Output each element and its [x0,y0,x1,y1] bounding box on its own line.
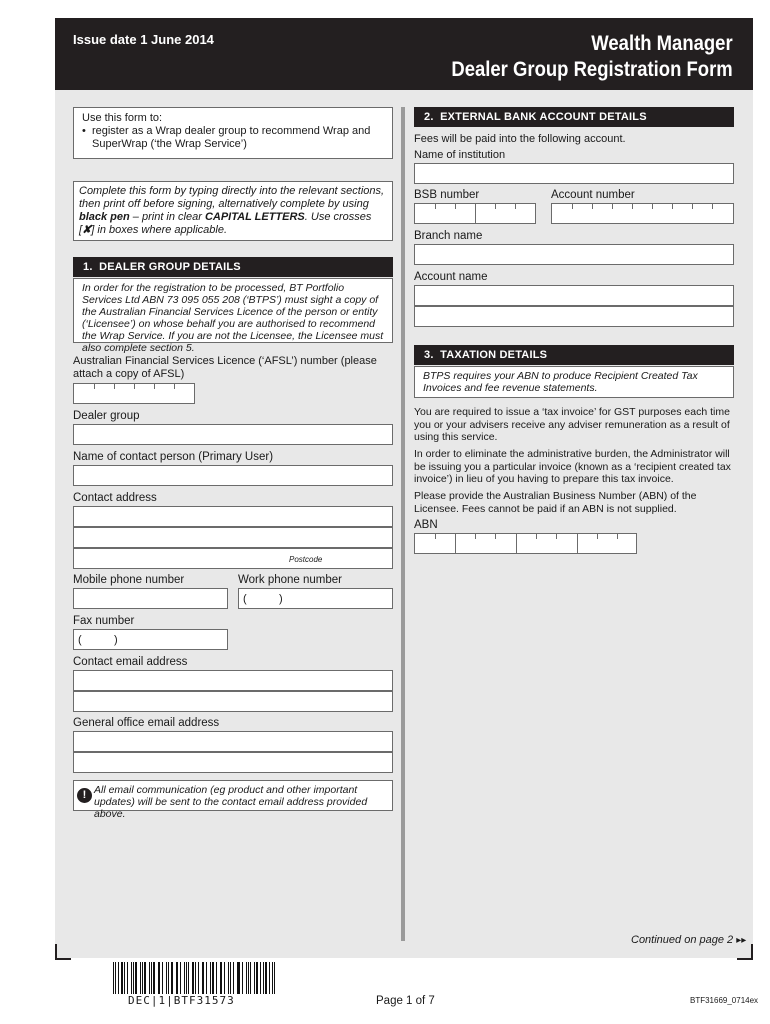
barcode-bar [274,962,275,994]
office-email-input-2[interactable] [73,752,393,773]
barcode-bar [162,962,163,994]
barcode-bar [265,962,267,994]
barcode-bar [233,962,234,994]
digit-separator [475,204,476,223]
tax-paragraph-3: Please provide the Australian Business Number (ABN) of the Licensee. Fees cannot be paid if an ABN is not supplied. [414,490,697,515]
intro-bullet: • register as a Wrap dealer group to recommend Wrap and SuperWrap (‘the Wrap Service’) [82,125,371,150]
barcode-bar [166,962,167,994]
barcode-bar [168,962,169,994]
barcode-bar [224,962,225,994]
instructions-text-1: Complete this form by typing directly into the relevant sections, then print off before signing, alternatively complete by using [79,185,385,210]
work-phone-input[interactable] [238,588,393,609]
barcode-bar [140,962,141,994]
branch-label: Branch name [414,230,483,242]
barcode-bar [246,962,247,994]
barcode-bar [230,962,231,994]
fees-text: Fees will be paid into the following account. [414,133,626,145]
barcode-bar [263,962,264,994]
instructions-box [73,181,393,241]
continued-text [631,934,746,946]
continue-arrow-icon: ▸▸ [736,935,747,946]
barcode-bar [237,962,238,994]
barcode-bar [206,962,207,994]
crop-mark-right [737,958,753,960]
account-name-input-1[interactable] [414,285,734,306]
instructions-bold-1: black pen [79,211,130,223]
digit-separator [455,534,456,553]
contact-address-line3[interactable] [73,548,393,569]
digit-tick [94,384,95,389]
barcode-bar [198,962,199,994]
barcode-bar [113,962,114,994]
section3-note: BTPS requires your ABN to produce Recipient Created Tax Invoices and fee revenue statements. [414,366,734,398]
barcode-bar [188,962,189,994]
instructions-text-2: – print in clear [129,211,205,223]
account-name-input-2[interactable] [414,306,734,327]
contact-name-input[interactable] [73,465,393,486]
digit-tick [114,384,115,389]
digit-tick [134,384,135,389]
digit-tick [572,204,573,209]
account-number-label: Account number [551,189,635,201]
column-divider [401,107,405,941]
contact-email-input-2[interactable] [73,691,393,712]
digit-tick [435,534,436,539]
fax-input[interactable] [73,629,228,650]
barcode-bar [221,962,222,994]
postcode-label: Postcode [289,555,323,564]
email-info-text: All email communication (eg product and other important updates) will be sent to the contact email address provided above. [94,784,368,820]
contact-name-label: Name of contact person (Primary User) [73,451,274,463]
mobile-input[interactable] [73,588,228,609]
barcode-bar [195,962,196,994]
branch-input[interactable] [414,244,734,265]
institution-label: Name of institution [414,149,506,161]
intro-box [73,107,393,159]
barcode-bar [242,962,243,994]
page-number: Page 1 of 7 [376,995,435,1007]
cross-icon: ✘ [82,224,92,236]
barcode-bar [171,962,173,994]
digit-separator [577,534,578,553]
issue-date: Issue date 1 June 2014 [73,32,214,47]
abn-input[interactable] [414,533,637,554]
digit-tick [495,534,496,539]
digit-tick [672,204,673,209]
work-area-open: ( [243,593,247,605]
barcode-bar [248,962,249,994]
barcode-text: DEC|1|BTF31573 [128,994,235,1007]
barcode-bar [121,962,122,994]
barcode-bar [192,962,194,994]
contact-email-input-1[interactable] [73,670,393,691]
intro-lead: Use this form to: [82,112,163,124]
crop-mark-left [55,958,71,960]
digit-tick [154,384,155,389]
barcode-bar [203,962,204,994]
form-header [55,18,753,90]
work-phone-label: Work phone number [238,574,342,586]
barcode-bar [131,962,132,994]
afsl-label: Australian Financial Services Licence (‘AFSL’) number (please attach a copy of AFSL) [73,355,377,380]
section1-heading: 1. DEALER GROUP DETAILS [73,257,393,277]
barcode-bar [238,962,240,994]
digit-tick [475,534,476,539]
digit-tick [652,204,653,209]
barcode-bar [220,962,221,994]
mobile-label: Mobile phone number [73,574,185,586]
email-info-box [73,780,393,820]
barcode-bar [180,962,181,994]
barcode-bar [250,962,251,994]
bsb-input[interactable] [414,203,536,224]
barcode-bar [202,962,203,994]
barcode-graphic [113,962,277,994]
digit-tick [692,204,693,209]
fax-label: Fax number [73,615,135,627]
barcode-bar [118,962,119,994]
digit-tick [597,534,598,539]
digit-tick [556,534,557,539]
digit-tick [612,204,613,209]
bsb-label: BSB number [414,189,480,201]
account-name-label: Account name [414,271,488,283]
contact-address-label: Contact address [73,492,157,504]
tax-paragraph-2: In order to eliminate the administrative burden, the Administrator will be issuing you a particular invoice (known as a ‘recipient created tax invoice’) in lieu of you having to prepare this tax invoice. [414,448,731,485]
fax-area-open: ( [78,634,82,646]
barcode-bar [149,962,150,994]
barcode-bar [254,962,255,994]
barcode-bar [144,962,146,994]
barcode-bar [184,962,185,994]
barcode-bar [177,962,178,994]
barcode-bar [127,962,128,994]
barcode-bar [228,962,229,994]
account-number-input[interactable] [551,203,734,224]
barcode-bar [135,962,136,994]
barcode-bar [158,962,159,994]
digit-tick [435,204,436,209]
digit-tick [455,204,456,209]
digit-tick [712,204,713,209]
barcode-bar [142,962,143,994]
continued-label: Continued on page 2 [631,934,734,946]
barcode-bar [260,962,261,994]
dealer-group-input[interactable] [73,424,393,445]
barcode-bar [133,962,134,994]
digit-separator [516,534,517,553]
barcode-bar [159,962,160,994]
instructions-text-4: ] in boxes where applicable. [91,224,228,236]
afsl-input[interactable] [73,383,195,404]
contact-address-line2[interactable] [73,527,393,548]
barcode-bar [124,962,126,994]
instructions-bold-2: CAPITAL LETTERS [204,211,305,223]
digit-tick [592,204,593,209]
section1-note: In order for the registration to be processed, BT Portfolio Services Ltd ABN 73 095 055 208 (‘BTPS’) must sight a copy of the Australian Financial Services Licence of the person or entity (‘Licensee’) on whose behalf you are authorised to recommend the Wrap Service. If you are not the Licensee, the Licensee must also complete section 5. [73,278,393,343]
fax-area-close: ) [114,634,118,646]
office-email-label: General office email address [73,717,220,729]
contact-email-label: Contact email address [73,656,188,668]
barcode-bar [186,962,187,994]
barcode-bar [212,962,214,994]
barcode-bar [272,962,273,994]
form-title-line1: Wealth Manager [591,32,733,55]
office-email-input-1[interactable] [73,731,393,752]
institution-input[interactable] [414,163,734,184]
info-icon: ! [77,788,92,803]
digit-tick [174,384,175,389]
section3-heading: 3. TAXATION DETAILS [414,345,734,365]
digit-tick [536,534,537,539]
barcode-bar [153,962,154,994]
instructions-text-3: . Use crosses [ [79,211,372,236]
section2-heading: 2. EXTERNAL BANK ACCOUNT DETAILS [414,107,734,127]
abn-label: ABN [414,519,438,531]
barcode-bar [216,962,217,994]
digit-tick [495,204,496,209]
barcode-bar [176,962,177,994]
contact-address-line1[interactable] [73,506,393,527]
digit-tick [617,534,618,539]
dealer-group-label: Dealer group [73,410,140,422]
barcode-bar [256,962,257,994]
digit-tick [515,204,516,209]
digit-tick [632,204,633,209]
barcode-bar [269,962,270,994]
barcode-bar [115,962,116,994]
form-code: BTF31669_0714ex [690,996,759,1005]
form-title-line2: Dealer Group Registration Form [451,58,733,81]
tax-paragraph-1: You are required to issue a ‘tax invoice’ for GST purposes each time you or your advisers receive any adviser remuneration as a result of using this service. [414,406,730,443]
work-area-close: ) [279,593,283,605]
barcode-bar [151,962,152,994]
barcode-bar [210,962,211,994]
